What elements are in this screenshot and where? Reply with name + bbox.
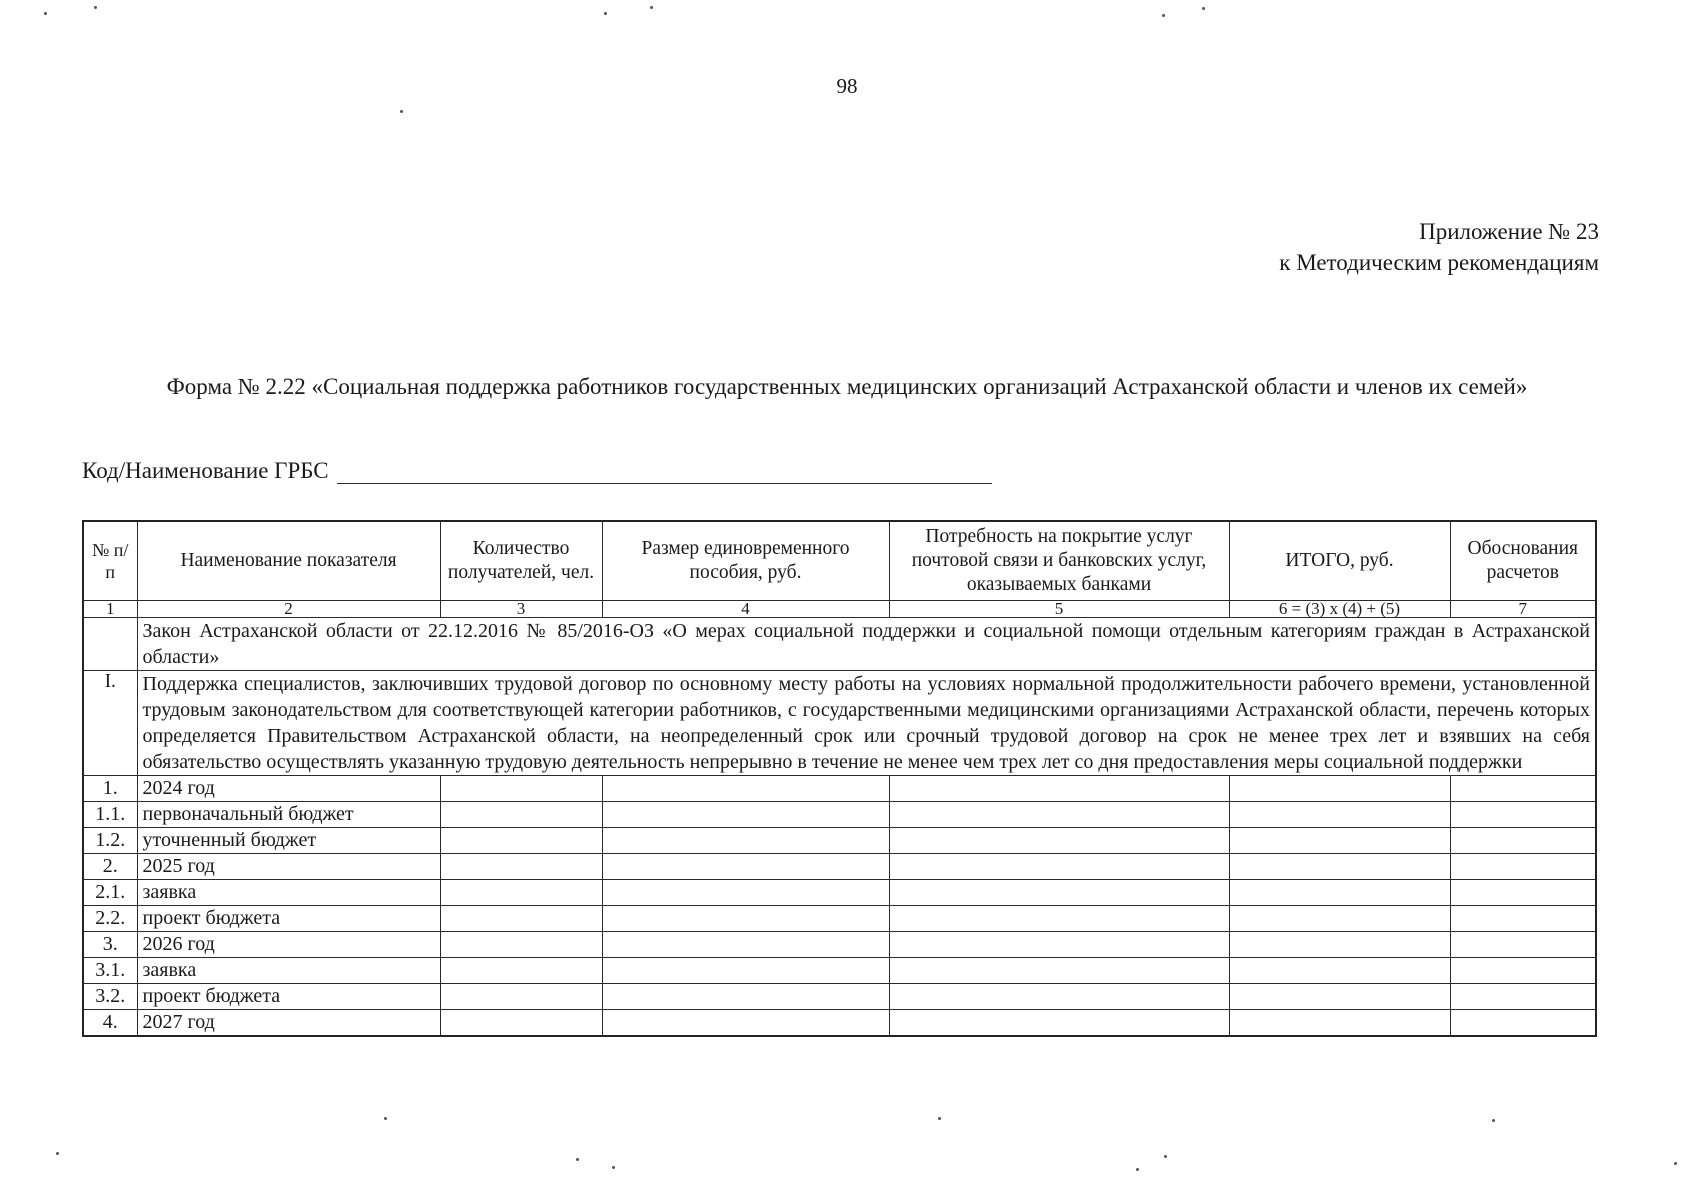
table-row: [83, 828, 1596, 854]
scan-speck: [938, 1117, 941, 1120]
header-recipients-count: Количество получателей, чел.: [440, 521, 602, 601]
law-row: [83, 618, 1596, 671]
appendix-note: [1279, 216, 1599, 278]
empty-cell: [889, 880, 1229, 906]
empty-cell: [1229, 932, 1450, 958]
appendix-line-2: к Методическим рекомендациям: [1279, 250, 1599, 275]
empty-cell: [1450, 932, 1596, 958]
scan-speck: [94, 6, 97, 9]
header-row: [83, 521, 1596, 601]
grbs-blank-line: [337, 461, 992, 484]
empty-cell: [1229, 828, 1450, 854]
table-row: [83, 906, 1596, 932]
column-number: 4: [602, 601, 889, 618]
table-row: [83, 880, 1596, 906]
row-num: 2.2.: [83, 906, 137, 932]
empty-cell: [1229, 776, 1450, 802]
row-label: 2026 год: [137, 932, 440, 958]
row-label: 2024 год: [137, 776, 440, 802]
empty-cell: [440, 906, 602, 932]
empty-cell: [440, 854, 602, 880]
empty-cell: [1450, 906, 1596, 932]
scan-speck: [1162, 14, 1165, 17]
table-row: [83, 854, 1596, 880]
scan-speck: [400, 110, 403, 113]
column-number: 2: [137, 601, 440, 618]
row-label: уточненный бюджет: [137, 828, 440, 854]
scan-speck: [56, 1152, 59, 1155]
row-num: 3.: [83, 932, 137, 958]
column-number: 7: [1450, 601, 1596, 618]
empty-cell: [889, 932, 1229, 958]
empty-cell: [1450, 828, 1596, 854]
empty-cell: [440, 984, 602, 1010]
empty-cell: [1229, 854, 1450, 880]
empty-cell: [440, 776, 602, 802]
empty-cell: [889, 776, 1229, 802]
empty-cell: [440, 880, 602, 906]
empty-cell: [1229, 880, 1450, 906]
empty-cell: [1229, 802, 1450, 828]
header-postal-bank-services: Потребность на покрытие услуг почтовой связи и банковских услуг, оказываемых банками: [889, 521, 1229, 601]
page-number: 98: [836, 74, 858, 98]
empty-cell: [1229, 958, 1450, 984]
scan-speck: [1202, 7, 1205, 10]
empty-cell: [602, 802, 889, 828]
empty-cell: [440, 1010, 602, 1037]
scan-speck: [384, 1117, 387, 1120]
row-label: 2025 год: [137, 854, 440, 880]
empty-cell: [602, 1010, 889, 1037]
row-num: 1.2.: [83, 828, 137, 854]
row-num: 3.2.: [83, 984, 137, 1010]
column-number: 3: [440, 601, 602, 618]
scan-speck: [1136, 1168, 1139, 1171]
empty-cell: [440, 828, 602, 854]
empty-cell: [440, 932, 602, 958]
empty-cell: [1450, 958, 1596, 984]
table-row: [83, 984, 1596, 1010]
table-row: [83, 958, 1596, 984]
header-indicator-name: Наименование показателя: [137, 521, 440, 601]
table-row: [83, 932, 1596, 958]
section-num: I.: [83, 671, 137, 776]
scan-speck: [1164, 1155, 1167, 1158]
empty-cell: [889, 802, 1229, 828]
row-label: первоначальный бюджет: [137, 802, 440, 828]
report-table: [82, 520, 1597, 1037]
row-label: проект бюджета: [137, 984, 440, 1010]
empty-cell: [440, 958, 602, 984]
section-text: Поддержка специалистов, заключивших трудовой договор по основному месту работы на условиях нормальной продолжительности рабочего времени, установленной трудовым законодательством для соответствующей категории работников, с государственными медицинскими организациями Астраханской области, перечень которых определяется Правительством Астраханской области, на неопределенный срок или срочный трудовой договор на срок не менее трех лет и взявших на себя обязательство осуществлять указанную трудовую деятельность непрерывно в течение не менее чем трех лет со дня предоставления меры социальной поддержки: [137, 671, 1596, 776]
scan-speck: [1674, 1162, 1677, 1165]
row-label: заявка: [137, 880, 440, 906]
scan-speck: [1492, 1119, 1495, 1122]
empty-cell: [889, 906, 1229, 932]
header-allowance-size: Размер единовременного пособия, руб.: [602, 521, 889, 601]
appendix-line-1: Приложение № 23: [1419, 219, 1599, 244]
empty-cell: [889, 1010, 1229, 1037]
empty-cell: [889, 828, 1229, 854]
table-row: [83, 1010, 1596, 1037]
empty-cell: [1450, 802, 1596, 828]
empty-cell: [602, 932, 889, 958]
row-label: заявка: [137, 958, 440, 984]
scan-speck: [604, 12, 607, 15]
column-number: 5: [889, 601, 1229, 618]
empty-cell: [602, 880, 889, 906]
empty-cell: [1450, 880, 1596, 906]
row-label: 2027 год: [137, 1010, 440, 1037]
row-label: проект бюджета: [137, 906, 440, 932]
empty-cell: [1229, 984, 1450, 1010]
empty-cell: [889, 854, 1229, 880]
grbs-field: [82, 458, 992, 484]
empty-cell: [602, 906, 889, 932]
row-num: 2.1.: [83, 880, 137, 906]
row-num: 4.: [83, 1010, 137, 1037]
header-total: ИТОГО, руб.: [1229, 521, 1450, 601]
empty-cell: [1450, 984, 1596, 1010]
header-calculation-basis: Обоснования расчетов: [1450, 521, 1596, 601]
section-row: [83, 671, 1596, 776]
scan-speck: [44, 12, 47, 15]
table-row: [83, 802, 1596, 828]
column-number: 1: [83, 601, 137, 618]
header-num: № п/п: [83, 521, 137, 601]
table-row: [83, 776, 1596, 802]
empty-cell: [889, 984, 1229, 1010]
empty-cell: [1450, 1010, 1596, 1037]
empty-cell: [602, 776, 889, 802]
scan-speck: [576, 1158, 579, 1161]
empty-cell: [602, 958, 889, 984]
row-num: 1.1.: [83, 802, 137, 828]
empty-cell: [602, 828, 889, 854]
row-num: 3.1.: [83, 958, 137, 984]
law-text: Закон Астраханской области от 22.12.2016 № 85/2016-ОЗ «О мерах социальной поддержки и социальной помощи отдельным категориям граждан в Астраханской области»: [137, 618, 1596, 671]
law-num-cell: [83, 618, 137, 671]
grbs-label: Код/Наименование ГРБС: [82, 458, 329, 483]
empty-cell: [602, 984, 889, 1010]
empty-cell: [1450, 854, 1596, 880]
column-numbers-row: [83, 601, 1596, 618]
empty-cell: [1229, 906, 1450, 932]
form-title: Форма № 2.22 «Социальная поддержка работников государственных медицинских организаций Астраханской области и членов их семей»: [166, 374, 1528, 399]
empty-cell: [440, 802, 602, 828]
empty-cell: [1229, 1010, 1450, 1037]
empty-cell: [1450, 776, 1596, 802]
scan-speck: [612, 1166, 615, 1169]
row-num: 2.: [83, 854, 137, 880]
scan-speck: [650, 6, 653, 9]
column-number: 6 = (3) x (4) + (5): [1229, 601, 1450, 618]
row-num: 1.: [83, 776, 137, 802]
empty-cell: [602, 854, 889, 880]
empty-cell: [889, 958, 1229, 984]
